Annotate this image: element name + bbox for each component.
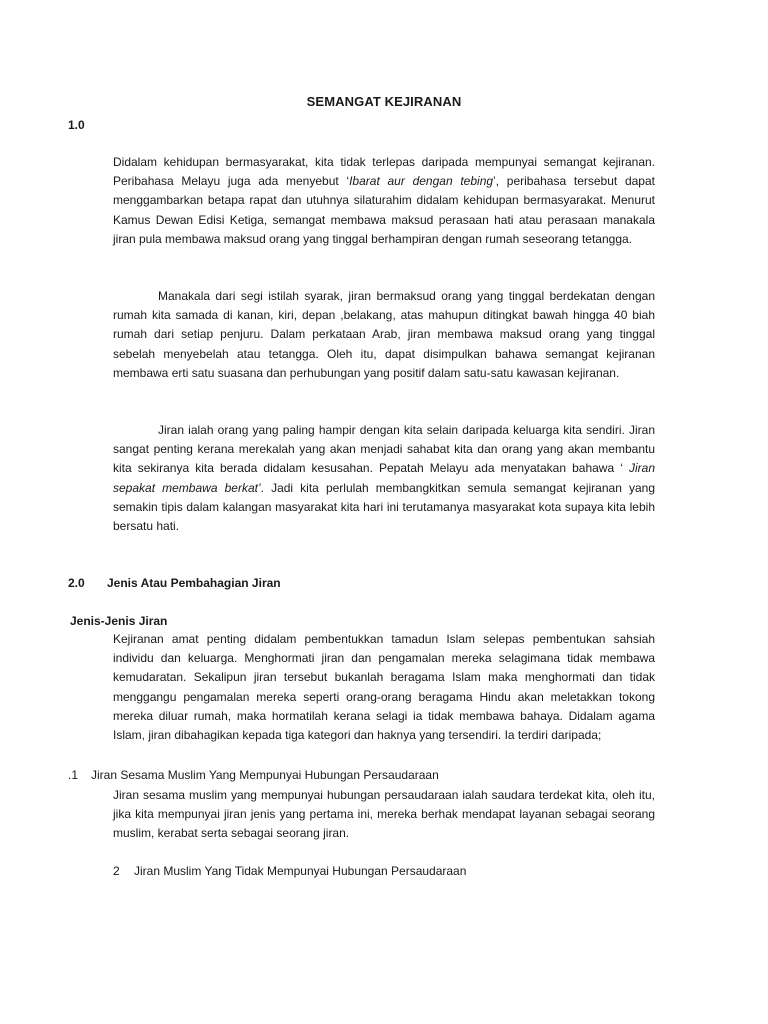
item-2-number: 2 — [113, 864, 120, 878]
section-2-number: 2.0 — [68, 576, 85, 590]
paragraph-text: . Jadi kita perlulah membangkitkan semula semangat kejiranan yang semakin tipis dalam kalangan masyarakat kita hari ini terutamanya masyarakat kota supaya kita lebih bersatu hati. — [113, 480, 656, 534]
item-1-title: Jiran Sesama Muslim Yang Mempunyai Hubungan Persaudaraan — [91, 768, 439, 782]
document-title: SEMANGAT KEJIRANAN — [306, 94, 462, 109]
proverb-text: Ibarat aur dengan tebing — [349, 174, 494, 189]
section-2-paragraph-1: Kejiranan amat penting didalam pembentukkan tamadun Islam selepas pembentukan sahsiah individu dan keluarga. Menghormati jiran dan pengamalan mereka selagimana tidak membawa kemudaratan. Sekalipun jiran tersebut bukanlah beragama Islam maka menghormati dan tidak menggangu pengamalan mereka seperti orang-orang beragama Hindu akan meletakkan tokong mereka diluar rumah, maka hormatilah kerana selagi ia tidak membawa bahaya. Didalam agama Islam, jiran dibahagikan kepada tiga kategori dan haknya yang tersendiri. Ia terdiri daripada; — [113, 632, 655, 743]
section-2-heading: Jenis Atau Pembahagian Jiran — [107, 576, 281, 590]
paragraph-text: Didalam kehidupan bermasyarakat, kita tidak terlepas daripada mempunyai semangat kejiranan. Peribahasa Melayu juga ada menyebut ‘ — [113, 155, 655, 189]
section-1-number: 1.0 — [68, 118, 85, 132]
item-1-body: Jiran sesama muslim yang mempunyai hubungan persaudaraan ialah saudara terdekat kita, oleh itu, jika kita mempunyai jiran jenis yang pertama ini, mereka berhak mendapat layanan sebagai seorang muslim, kerabat serta sebagai seorang jiran. — [113, 788, 655, 841]
section-1-paragraph-1 — [113, 153, 655, 249]
item-2-title: Jiran Muslim Yang Tidak Mempunyai Hubungan Persaudaraan — [134, 864, 467, 878]
section-1-paragraph-3 — [113, 421, 655, 536]
paragraph-text: ’, peribahasa tersebut dapat menggambarkan betapa rapat dan utuhnya silaturahim didalam kehidupan bermasyarakat. Menurut Kamus Dewan Edisi Ketiga, semangat membawa maksud perasaan hati atau perasaan manakala jiran pula membawa maksud orang yang tinggal berhampiran dengan rumah seseorang tetangga. — [113, 174, 655, 246]
proverb-text: Jiran sepakat membawa berkat’ — [113, 461, 655, 495]
paragraph-text: Jiran ialah orang yang paling hampir dengan kita selain daripada keluarga kita sendiri. Jiran sangat penting kerana merekalah yang akan menjadi sahabat kita dan orang yang akan membantu kita sekiranya kita berada didalam kesusahan. Pepatah Melayu ada menyatakan bahawa ‘ — [113, 423, 655, 476]
section-2-subheading: Jenis-Jenis Jiran — [70, 614, 168, 628]
section-1-paragraph-2: Manakala dari segi istilah syarak, jiran bermaksud orang yang tinggal berdekatan dengan rumah kita samada di kanan, kiri, depan ,belakang, atas mahupun ditingkat bawah hingga 40 biah rumah dari setiap penjuru. Dalam perkataan Arab, jiran membawa maksud orang yang tinggal sebelah menyebelah atau tetangga. Oleh itu, dapat disimpulkan bahawa semangat kejiranan membawa erti satu suasana dan perhubungan yang positif dalam satu-satu kawasan kejiranan. — [113, 289, 655, 380]
item-1-number: .1 — [68, 768, 79, 782]
